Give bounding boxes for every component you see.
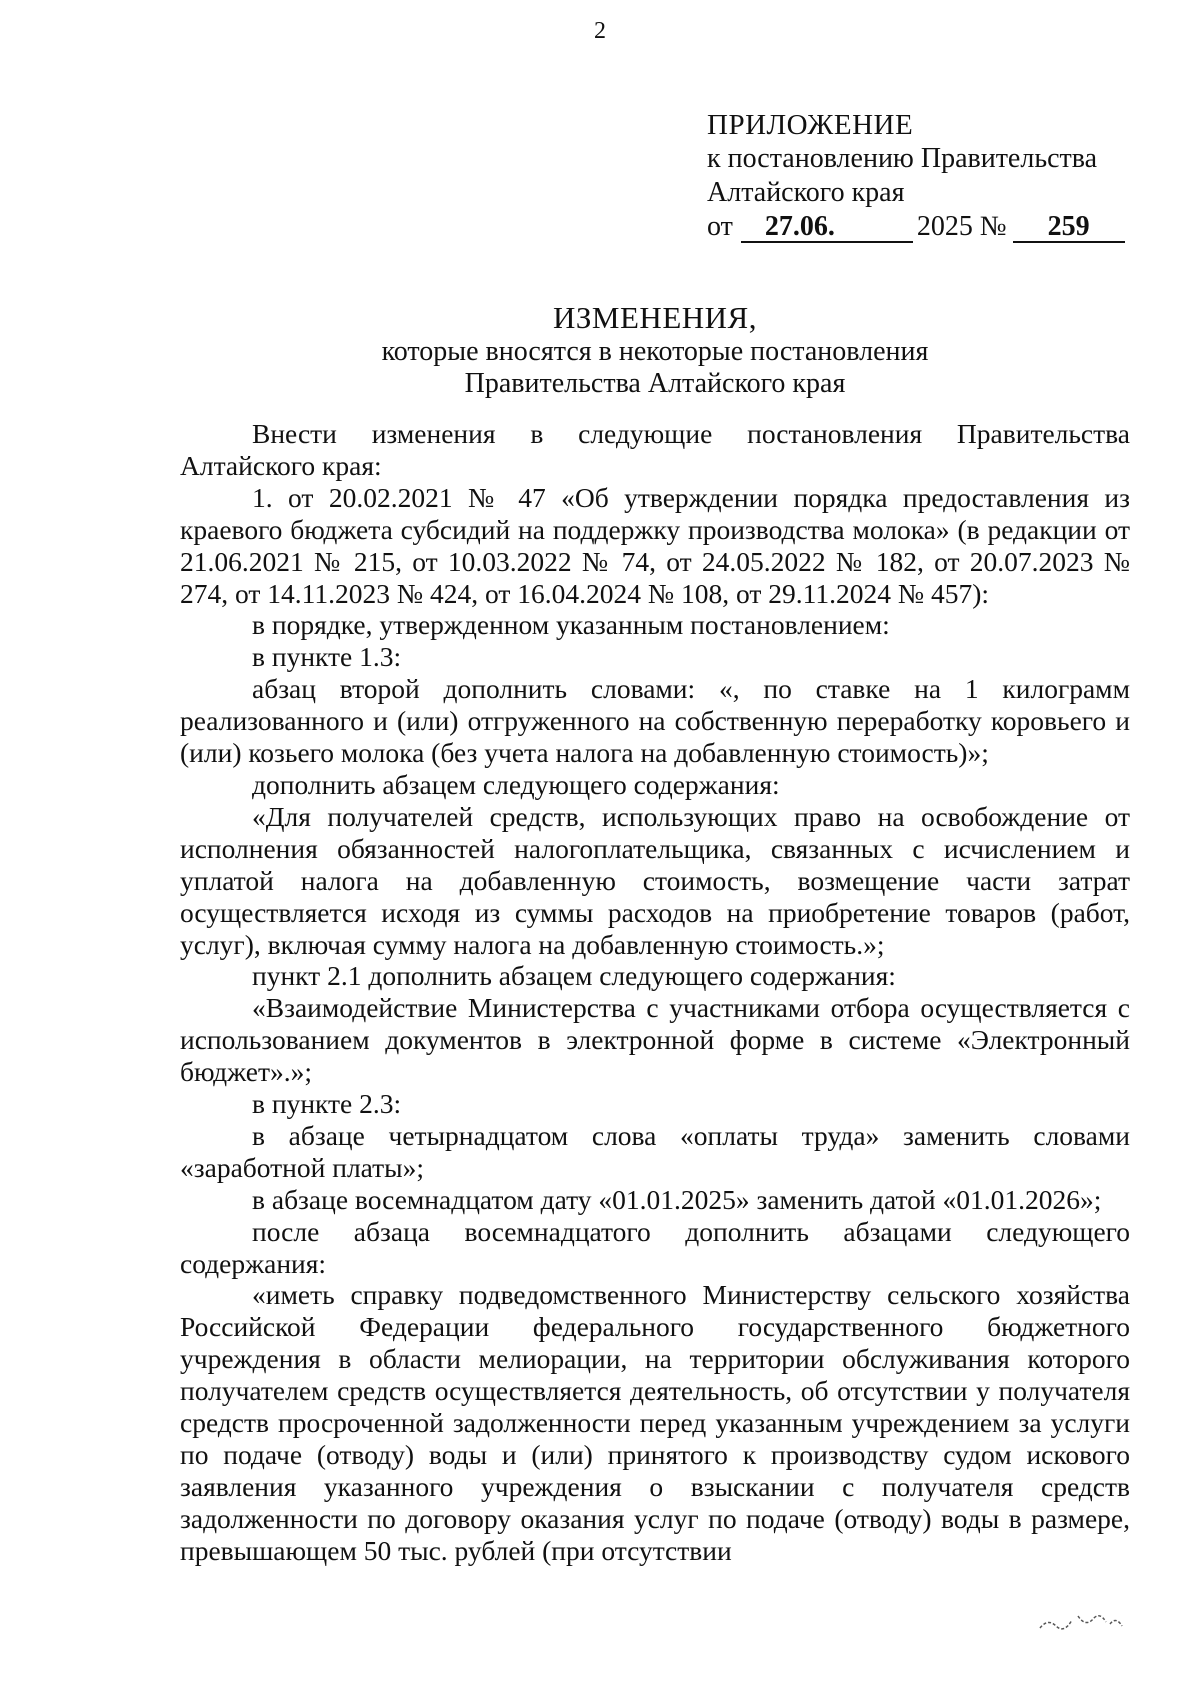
resolution-year: 2025 № — [916, 211, 1007, 242]
document-subtitle-line-2: Правительства Алтайского края — [464, 368, 846, 399]
document-title: ИЗМЕНЕНИЯ, — [553, 300, 757, 335]
paragraph: абзац второй дополнить словами: «, по ставке на 1 килограмм реализованного и (или) отгруженного на собственную переработку коровьего и (или) козьего молока (без учета налога на добавленную стоимость)»; — [180, 673, 1130, 769]
paragraph: «Для получателей средств, использующих право на освобождение от исполнения обязанностей налогоплательщика, связанных с исчислением и уплатой налога на добавленную стоимость, возмещение части затрат осуществляется исходя из суммы расходов на приобретение товаров (работ, услуг), включая сумму налога на добавленную стоимость.»; — [180, 800, 1130, 960]
paragraph: в пункте 1.3: — [252, 641, 402, 673]
appendix-block — [707, 108, 1137, 244]
page-number: 2 — [594, 18, 606, 44]
paragraph: после абзаца восемнадцатого дополнить абзацами следующего содержания: — [180, 1215, 1130, 1279]
appendix-line-1: к постановлению Правительства — [707, 143, 1098, 174]
paragraph: пункт 2.1 дополнить абзацем следующего содержания: — [252, 960, 896, 992]
handwritten-mark — [1036, 1598, 1126, 1643]
document-subtitle-line-1: которые вносятся в некоторые постановления — [381, 336, 929, 367]
appendix-heading: ПРИЛОЖЕНИЕ — [707, 109, 914, 141]
resolution-date: 27.06. — [741, 213, 913, 243]
resolution-number: 259 — [1013, 213, 1125, 243]
appendix-date-line — [707, 210, 1137, 244]
from-label: от — [707, 211, 733, 242]
paragraph: в абзаце восемнадцатом дату «01.01.2025» заменить датой «01.01.2026»; — [252, 1183, 1102, 1215]
appendix-line-2: Алтайского края — [707, 177, 905, 208]
paragraph: «иметь справку подведомственного Министерству сельского хозяйства Российской Федерации федерального государственного бюджетного учреждения в области мелиорации, на территории обслуживания которого получателем средств осуществляется деятельность, об отсутствии у получателя средств просроченной задолженности перед указанным учреждением за услуги по подаче (отводу) воды и (или) принятого к производству судом искового заявления указанного учреждения о взыскании с получателя средств задолженности по договору оказания услуг по подаче (отводу) воды в размере, превышающем 50 тыс. рублей (при отсутствии — [180, 1279, 1130, 1566]
paragraph: в порядке, утвержденном указанным постановлением: — [252, 609, 890, 641]
document-body — [180, 418, 1130, 1567]
paragraph: «Взаимодействие Министерства с участниками отбора осуществляется с использованием документов в электронной форме в системе «Электронный бюджет».»; — [180, 992, 1130, 1088]
document-title-block — [0, 302, 1200, 400]
scribble-icon — [1036, 1598, 1126, 1638]
paragraph: Внести изменения в следующие постановления Правительства Алтайского края: — [180, 418, 1130, 481]
paragraph: в пункте 2.3: — [252, 1088, 402, 1120]
paragraph: дополнить абзацем следующего содержания: — [252, 768, 780, 800]
paragraph: 1. от 20.02.2021 № 47 «Об утверждении порядка предоставления из краевого бюджета субсидий на поддержку производства молока» (в редакции от 21.06.2021 № 215, от 10.03.2022 № 74, от 24.05.2022 № 182, от 20.07.2023 № 274, от 14.11.2023 № 424, от 16.04.2024 № 108, от 29.11.2024 № 457): — [180, 481, 1130, 609]
paragraph: в абзаце четырнадцатом слова «оплаты труда» заменить словами «заработной платы»; — [180, 1119, 1130, 1183]
